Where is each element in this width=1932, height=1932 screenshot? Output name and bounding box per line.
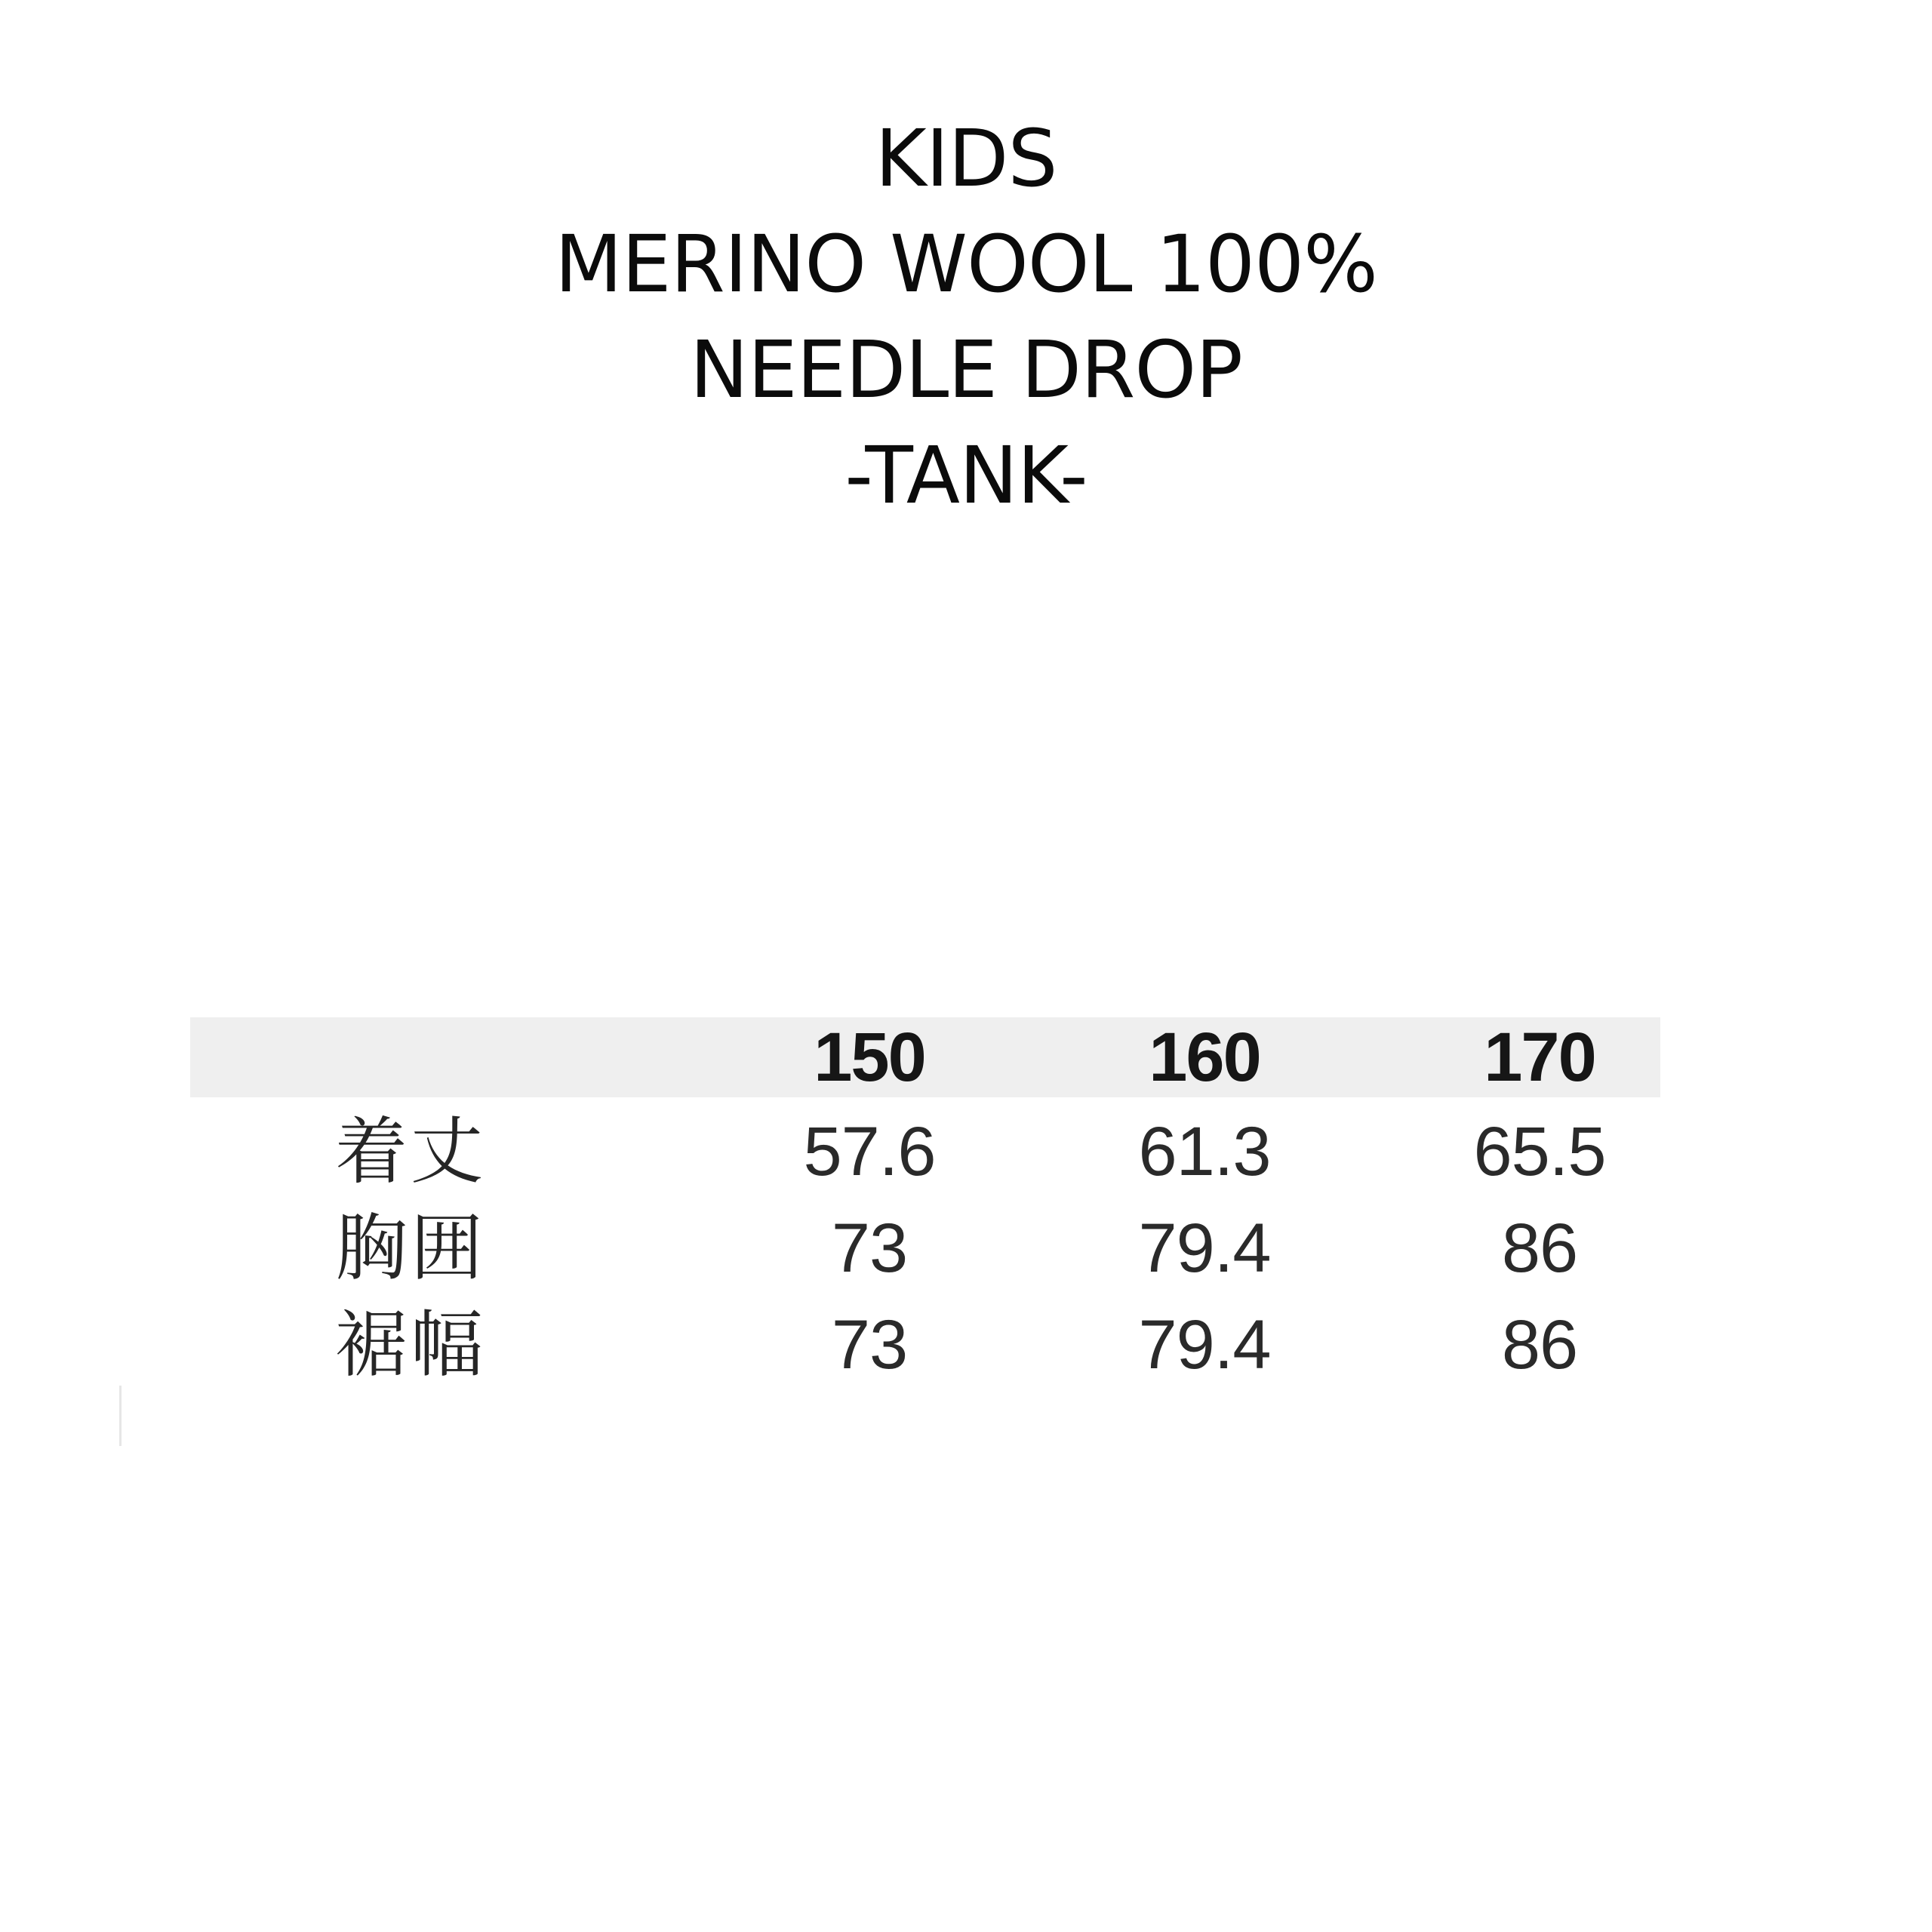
cell-chest-170: 86 xyxy=(1501,1210,1578,1287)
title-line-brand: NEEDLE DROP xyxy=(690,324,1242,416)
table-row-length xyxy=(190,1103,1660,1200)
cell-hem-170: 86 xyxy=(1501,1306,1578,1383)
row-label-length: 着丈 xyxy=(335,1109,486,1194)
cell-hem-160: 79.4 xyxy=(1138,1306,1271,1383)
cell-length-160: 61.3 xyxy=(1138,1113,1271,1190)
size-header-160: 160 xyxy=(1149,1019,1260,1096)
cell-chest-160: 79.4 xyxy=(1138,1210,1271,1287)
title-line-item: -TANK- xyxy=(844,429,1088,521)
table-row-hem xyxy=(190,1297,1660,1393)
row-label-hem: 裾幅 xyxy=(335,1303,486,1387)
size-header-170: 170 xyxy=(1484,1019,1595,1096)
size-chart-table xyxy=(190,1017,1660,1393)
size-header-150: 150 xyxy=(814,1019,925,1096)
edge-divider-mark xyxy=(119,1386,122,1446)
table-row-chest xyxy=(190,1200,1660,1297)
row-label-chest: 胸囲 xyxy=(335,1206,486,1291)
title-line-material: MERINO WOOL 100% xyxy=(555,218,1377,310)
cell-chest-150: 73 xyxy=(831,1210,908,1287)
cell-hem-150: 73 xyxy=(831,1306,908,1383)
title-line-category: KIDS xyxy=(875,112,1057,205)
cell-length-170: 65.5 xyxy=(1473,1113,1606,1190)
cell-length-150: 57.6 xyxy=(803,1113,936,1190)
product-title xyxy=(0,106,1932,528)
size-header-row xyxy=(190,1017,1660,1097)
